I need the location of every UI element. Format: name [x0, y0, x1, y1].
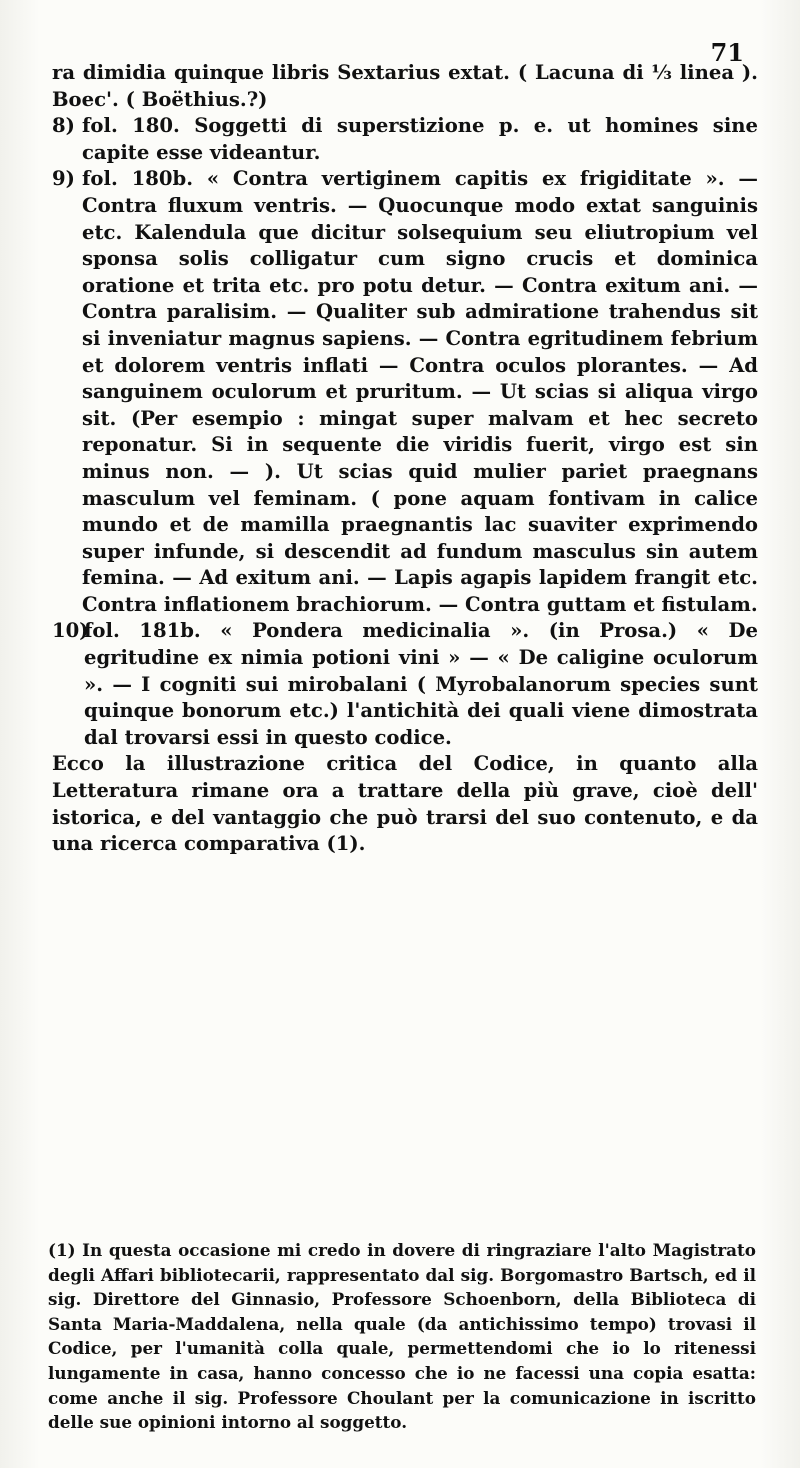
entry-number: 9): [52, 167, 75, 191]
continuation-paragraph: ra dimidia quinque libris Sextarius extat. ( Lacuna di ⅓ linea ). Boec'. ( Boëthius.?): [52, 61, 758, 111]
entry-text: fol. 180b. « Contra vertiginem capitis ex frigiditate ». — Contra fluxum ventris. — Quocunque modo extat sanguinis etc. Kalendula que dicitur solsequium seu eliutropium vel sponsa solis colligatur cum signo crucis et dominica oratione et trita etc. pro potu detur. — Contra exitum ani. — Contra paralisim. — Qualiter sub admiratione trahendus sit si inveniatur magnus sapiens. — Contra egritudinem febrium et dolorem ventris inflati — Contra oculos plorantes. — Ad sanguinem oculorum et pruritum. — Ut scias si aliqua virgo sit. (Per esempio : mingat super malvam et hec secreto reponatur. Si in sequente die viridis fuerit, virgo est sin minus non. — ). Ut scias quid mulier pariet praegnans masculum vel feminam. ( pone aquam fontivam in calice mundo et de mamilla praegnantis lac suaviter exprimendo super infunde, si descendit ad fundum masculus sin autem femina. — Ad exitum ani. — Lapis agapis lapidem frangit etc. Contra inflationem brachiorum. — Contra guttam et fistulam.: [82, 167, 758, 616]
footnote: [48, 1238, 756, 1435]
footnote-marker: (1): [48, 1240, 76, 1260]
main-text: [52, 60, 758, 858]
page-number: 71: [710, 38, 744, 67]
closing-paragraph: Ecco la illustrazione critica del Codice, in quanto alla Letteratura rimane ora a trattare della più grave, cioè dell' istorica, e del vantaggio che può trarsi del suo contenuto, e da una ricerca comparativa (1).: [52, 752, 758, 856]
entry-number: 8): [52, 114, 75, 138]
entry-text: fol. 180. Soggetti di superstizione p. e. ut homines sine capite esse videantur.: [82, 114, 758, 164]
bleed-through-texture: [64, 880, 744, 906]
entry-8: [52, 113, 758, 166]
footnote-text: In questa occasione mi credo in dovere di ringraziare l'alto Magistrato degli Affari bibliotecarii, rappresentato dal sig. Borgomastro Bartsch, ed il sig. Direttore del Ginnasio, Professore Schoenborn, della Biblioteca di Santa Maria-Maddalena, nella quale (da antichissimo tempo) trovasi il Codice, per l'umanità colla quale, permettendomi che io lo ritenessi lungamente in casa, hanno concesso che io ne facessi una copia esatta: come anche il sig. Professore Choulant per la comunicazione in iscritto delle sue opinioni intorno al soggetto.: [48, 1240, 757, 1433]
entry-9: [52, 166, 758, 618]
entry-text: fol. 181b. « Pondera medicinalia ». (in Prosa.) « De egritudine ex nimia potioni vini » — « De caligine oculorum ». — I cogniti sui mirobalani ( Myrobalanorum species sunt quinque bonorum etc.) l'antichità dei quali viene dimostrata dal trovarsi essi in questo codice.: [84, 619, 758, 749]
entry-10: [52, 618, 758, 751]
entry-number: 10): [52, 619, 89, 643]
